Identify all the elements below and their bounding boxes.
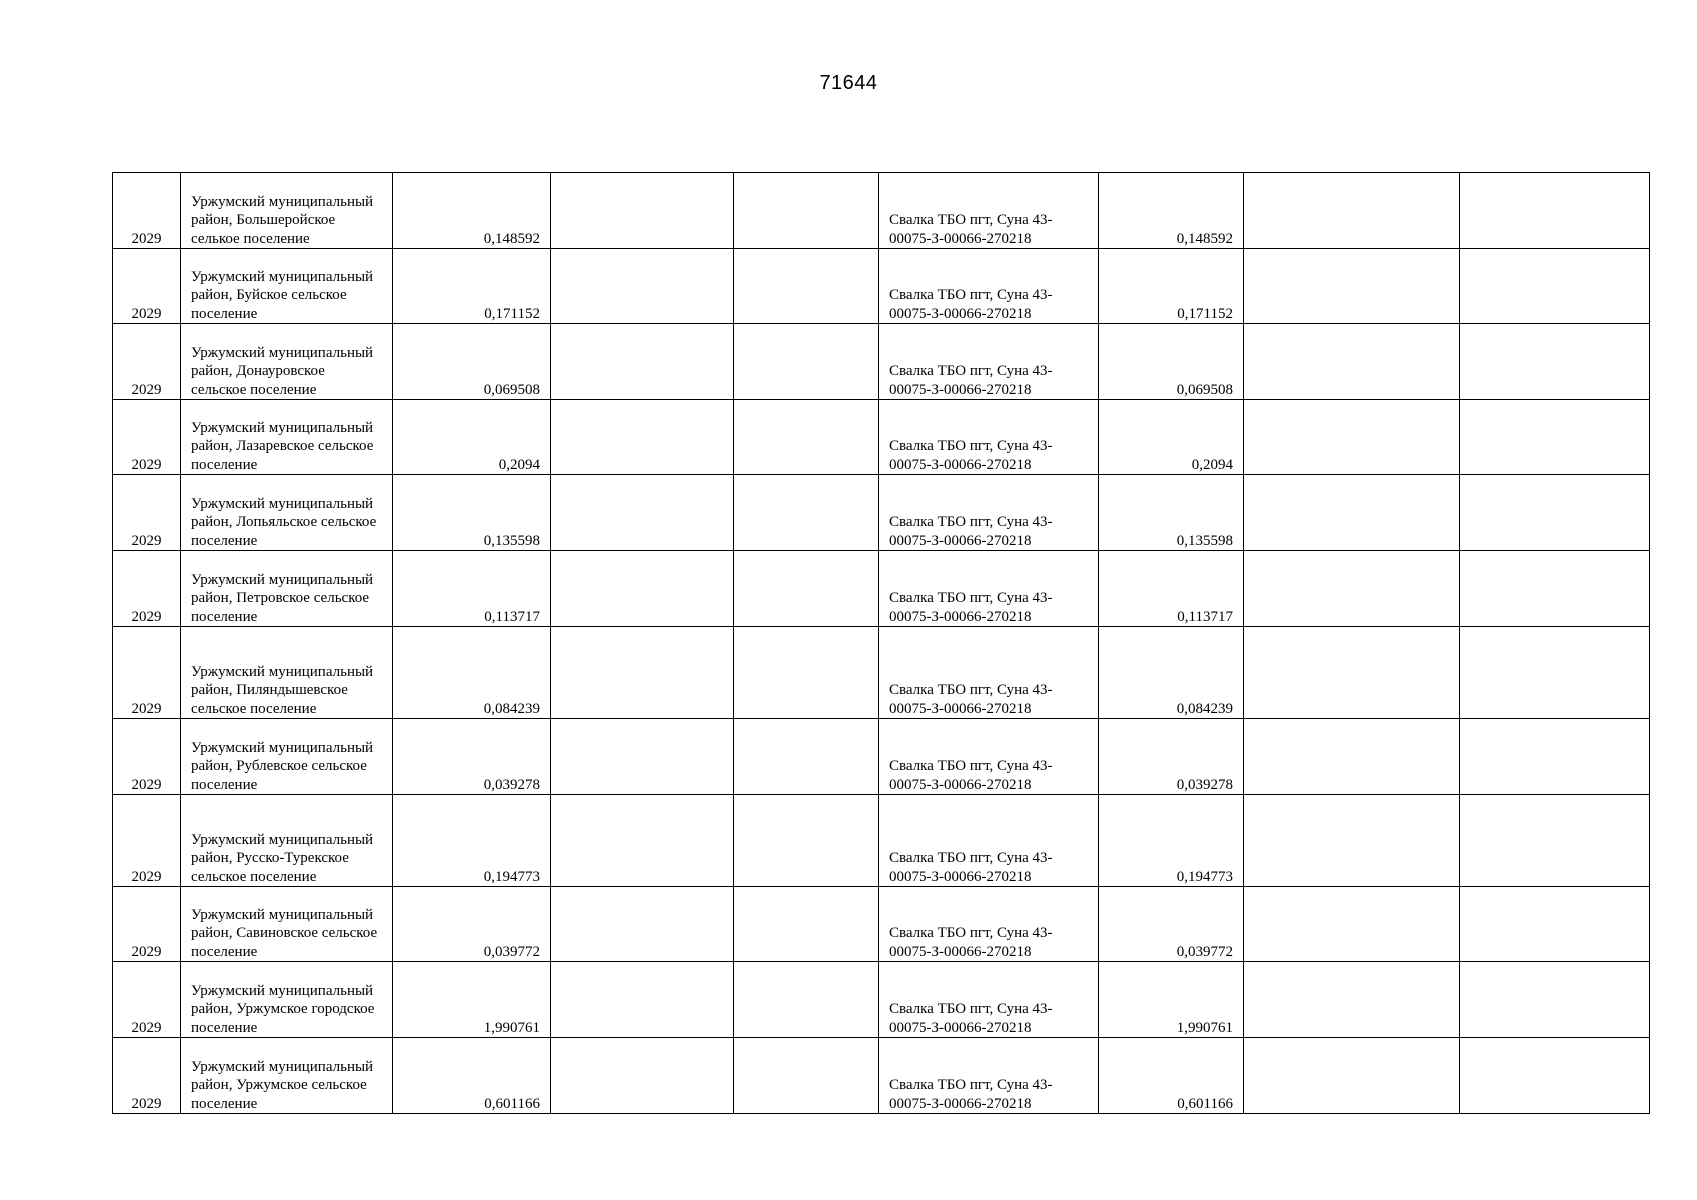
empty-cell <box>1244 627 1460 719</box>
table-row <box>113 173 1650 249</box>
mass-cell: 0,113717 <box>393 551 551 627</box>
empty-cell <box>1460 719 1650 795</box>
disposal-site-cell: Свалка ТБО пгт, Суна 43-00075-З-00066-270218 <box>879 887 1099 962</box>
empty-cell <box>1244 887 1460 962</box>
empty-cell <box>1244 1038 1460 1114</box>
municipality-text: Уржумский муниципальный район, Буйское сельское поселение <box>191 268 374 322</box>
disposal-site-cell: Свалка ТБО пгт, Суна 43-00075-З-00066-270218 <box>879 1038 1099 1114</box>
mass-cell: 0,084239 <box>1099 627 1244 719</box>
year-cell: 2029 <box>113 962 181 1038</box>
empty-cell <box>551 887 734 962</box>
disposal-site-cell: Свалка ТБО пгт, Суна 43-00075-З-00066-270218 <box>879 324 1099 400</box>
empty-cell <box>734 400 879 475</box>
disposal-site-cell: Свалка ТБО пгт, Суна 43-00075-З-00066-270218 <box>879 551 1099 627</box>
mass-cell: 0,135598 <box>393 475 551 551</box>
mass-cell: 0,039772 <box>393 887 551 962</box>
municipality-text: Уржумский муниципальный район, Уржумское сельское поселение <box>191 1058 374 1112</box>
year-cell: 2029 <box>113 795 181 887</box>
municipality-text: Уржумский муниципальный район, Донауровское сельское поселение <box>191 344 374 398</box>
empty-cell <box>1244 795 1460 887</box>
table-row <box>113 962 1650 1038</box>
mass-cell: 0,039772 <box>1099 887 1244 962</box>
year-cell: 2029 <box>113 324 181 400</box>
year-cell: 2029 <box>113 887 181 962</box>
empty-cell <box>1460 475 1650 551</box>
mass-cell: 0,039278 <box>393 719 551 795</box>
empty-cell <box>1460 962 1650 1038</box>
municipality-text: Уржумский муниципальный район, Пиляндышевское сельское поселение <box>191 663 374 717</box>
empty-cell <box>551 551 734 627</box>
empty-cell <box>1244 962 1460 1038</box>
year-cell: 2029 <box>113 719 181 795</box>
empty-cell <box>1460 400 1650 475</box>
empty-cell <box>734 249 879 324</box>
disposal-site-cell: Свалка ТБО пгт, Суна 43-00075-З-00066-270218 <box>879 627 1099 719</box>
mass-cell: 0,171152 <box>1099 249 1244 324</box>
municipality-text: Уржумский муниципальный район, Большеройское селькое поселение <box>191 193 374 247</box>
municipality-text: Уржумский муниципальный район, Уржумское городское поселение <box>191 982 375 1036</box>
empty-cell <box>734 795 879 887</box>
municipality-text: Уржумский муниципальный район, Рублевское сельское поселение <box>191 739 374 793</box>
empty-cell <box>734 627 879 719</box>
empty-cell <box>1460 324 1650 400</box>
empty-cell <box>1244 719 1460 795</box>
empty-cell <box>1460 551 1650 627</box>
empty-cell <box>1244 475 1460 551</box>
empty-cell <box>734 719 879 795</box>
mass-cell: 0,601166 <box>393 1038 551 1114</box>
empty-cell <box>551 400 734 475</box>
municipality-text: Уржумский муниципальный район, Лазаревское сельское поселение <box>191 419 374 473</box>
municipality-cell <box>181 719 393 795</box>
mass-cell: 0,148592 <box>393 173 551 249</box>
empty-cell <box>551 627 734 719</box>
empty-cell <box>551 962 734 1038</box>
empty-cell <box>734 173 879 249</box>
municipality-cell <box>181 795 393 887</box>
empty-cell <box>734 962 879 1038</box>
municipality-text: Уржумский муниципальный район, Савиновское сельское поселение <box>191 906 378 960</box>
empty-cell <box>1244 324 1460 400</box>
municipality-cell <box>181 551 393 627</box>
year-cell: 2029 <box>113 1038 181 1114</box>
municipality-cell <box>181 324 393 400</box>
empty-cell <box>551 795 734 887</box>
empty-cell <box>551 173 734 249</box>
mass-cell: 0,171152 <box>393 249 551 324</box>
municipality-cell <box>181 475 393 551</box>
mass-cell: 0,194773 <box>393 795 551 887</box>
empty-cell <box>1460 1038 1650 1114</box>
mass-cell: 0,084239 <box>393 627 551 719</box>
table-row <box>113 249 1650 324</box>
mass-cell: 0,148592 <box>1099 173 1244 249</box>
empty-cell <box>1244 249 1460 324</box>
empty-cell <box>1244 551 1460 627</box>
mass-cell: 1,990761 <box>393 962 551 1038</box>
mass-cell: 0,2094 <box>1099 400 1244 475</box>
year-cell: 2029 <box>113 475 181 551</box>
empty-cell <box>734 475 879 551</box>
empty-cell <box>734 1038 879 1114</box>
year-cell: 2029 <box>113 173 181 249</box>
empty-cell <box>1460 173 1650 249</box>
disposal-site-cell: Свалка ТБО пгт, Суна 43-00075-З-00066-270218 <box>879 173 1099 249</box>
mass-cell: 0,069508 <box>393 324 551 400</box>
disposal-site-cell: Свалка ТБО пгт, Суна 43-00075-З-00066-270218 <box>879 795 1099 887</box>
table-row <box>113 1038 1650 1114</box>
empty-cell <box>1244 400 1460 475</box>
municipality-cell <box>181 627 393 719</box>
year-cell: 2029 <box>113 400 181 475</box>
empty-cell <box>1460 249 1650 324</box>
municipality-text: Уржумский муниципальный район, Петровское сельское поселение <box>191 571 374 625</box>
disposal-site-cell: Свалка ТБО пгт, Суна 43-00075-З-00066-270218 <box>879 400 1099 475</box>
municipality-cell <box>181 962 393 1038</box>
empty-cell <box>551 475 734 551</box>
mass-cell: 0,039278 <box>1099 719 1244 795</box>
empty-cell <box>1460 795 1650 887</box>
municipality-cell <box>181 400 393 475</box>
municipality-cell <box>181 173 393 249</box>
mass-cell: 0,2094 <box>393 400 551 475</box>
empty-cell <box>1460 887 1650 962</box>
year-cell: 2029 <box>113 627 181 719</box>
year-cell: 2029 <box>113 249 181 324</box>
mass-cell: 0,601166 <box>1099 1038 1244 1114</box>
empty-cell <box>1460 627 1650 719</box>
empty-cell <box>551 1038 734 1114</box>
disposal-site-cell: Свалка ТБО пгт, Суна 43-00075-З-00066-270218 <box>879 962 1099 1038</box>
disposal-site-cell: Свалка ТБО пгт, Суна 43-00075-З-00066-270218 <box>879 475 1099 551</box>
disposal-site-cell: Свалка ТБО пгт, Суна 43-00075-З-00066-270218 <box>879 719 1099 795</box>
disposal-site-cell: Свалка ТБО пгт, Суна 43-00075-З-00066-270218 <box>879 249 1099 324</box>
table-row <box>113 324 1650 400</box>
table-row <box>113 795 1650 887</box>
table-row <box>113 400 1650 475</box>
municipality-cell <box>181 1038 393 1114</box>
table-row <box>113 551 1650 627</box>
empty-cell <box>551 324 734 400</box>
empty-cell <box>551 719 734 795</box>
table-row <box>113 887 1650 962</box>
page-number: 71644 <box>819 72 878 94</box>
year-cell: 2029 <box>113 551 181 627</box>
mass-cell: 0,113717 <box>1099 551 1244 627</box>
table-row <box>113 475 1650 551</box>
waste-table <box>112 172 1650 1114</box>
empty-cell <box>734 887 879 962</box>
mass-cell: 0,194773 <box>1099 795 1244 887</box>
municipality-text: Уржумский муниципальный район, Русско-Турекское сельское поселение <box>191 831 374 885</box>
empty-cell <box>551 249 734 324</box>
empty-cell <box>734 324 879 400</box>
empty-cell <box>734 551 879 627</box>
mass-cell: 0,135598 <box>1099 475 1244 551</box>
mass-cell: 1,990761 <box>1099 962 1244 1038</box>
municipality-text: Уржумский муниципальный район, Лопьяльское сельское поселение <box>191 495 377 549</box>
municipality-cell <box>181 887 393 962</box>
table-row <box>113 627 1650 719</box>
municipality-cell <box>181 249 393 324</box>
empty-cell <box>1244 173 1460 249</box>
table-row <box>113 719 1650 795</box>
mass-cell: 0,069508 <box>1099 324 1244 400</box>
